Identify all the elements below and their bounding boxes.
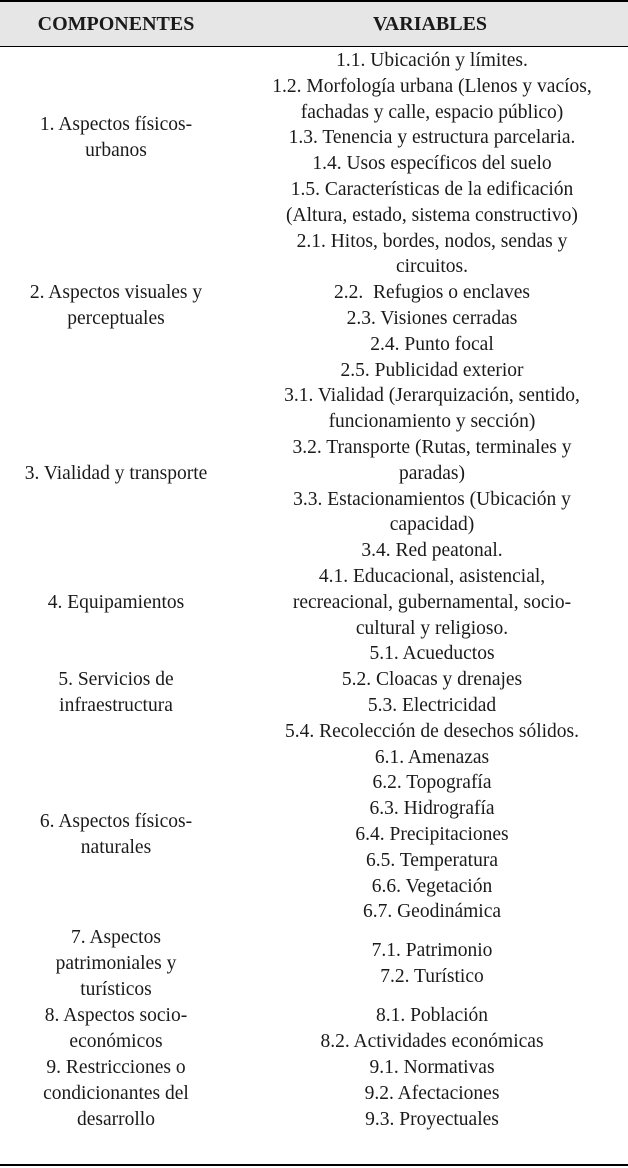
variable-item: fachadas y calle, espacio público)	[300, 101, 564, 123]
component-text: desarrollo	[77, 1109, 155, 1131]
variable-item: 6.3. Hidrografía	[369, 798, 495, 820]
variable-item: 2.5. Publicidad exterior	[340, 359, 524, 381]
variables-cell	[232, 564, 628, 641]
variable-item: 3.1. Vialidad (Jerarquización, sentido,	[284, 385, 580, 407]
component-text: infraestructura	[59, 694, 173, 716]
table-row	[0, 641, 628, 744]
component-text: económicos	[69, 1031, 163, 1053]
variable-item: 8.1. Población	[375, 1005, 489, 1027]
variable-item: 3.4. Red peatonal.	[361, 540, 503, 562]
component-text: 2. Aspectos visuales y	[29, 281, 203, 303]
variables-cell	[232, 1003, 628, 1055]
component-text: naturales	[80, 836, 152, 858]
variable-item: 7.1. Patrimonio	[371, 940, 493, 962]
variable-item: 7.2. Turístico	[380, 966, 484, 988]
variable-item: 1.3. Tenencia y estructura parcelaria.	[288, 127, 576, 149]
variables-cell	[232, 48, 628, 229]
variable-item: 2.2. Refugios o enclaves	[333, 282, 531, 304]
variable-item: 1.5. Características de la edificación	[290, 178, 574, 200]
variable-item: funcionamiento y sección)	[328, 411, 536, 433]
table-row	[0, 229, 628, 384]
variable-item: 2.1. Hitos, bordes, nodos, sendas y	[296, 230, 568, 252]
variable-item: 6.5. Temperatura	[365, 849, 498, 871]
variables-cell	[232, 383, 628, 564]
table-row	[0, 1003, 628, 1055]
table-row	[0, 925, 628, 1003]
component-text: 3. Vialidad y transporte	[24, 462, 208, 484]
variable-item: 3.3. Estacionamientos (Ubicación y	[293, 488, 571, 510]
component-text: urbanos	[85, 140, 147, 162]
variable-item: (Altura, estado, sistema constructivo)	[286, 204, 578, 226]
variable-item: 5.3. Electricidad	[367, 694, 497, 716]
variables-cell	[232, 641, 628, 744]
table-row	[0, 564, 628, 641]
component-cell	[0, 1003, 232, 1055]
variables-cell	[232, 1055, 628, 1132]
component-cell	[0, 112, 232, 164]
component-text: 8. Aspectos socio-	[44, 1005, 188, 1027]
table-header	[0, 2, 628, 46]
table-row	[0, 383, 628, 564]
component-cell	[0, 280, 232, 332]
component-cell	[0, 1055, 232, 1133]
variable-item: 9.1. Normativas	[369, 1057, 495, 1079]
variable-item: capacidad)	[389, 514, 475, 536]
variable-item: 4.1. Educacional, asistencial,	[318, 565, 546, 587]
component-cell	[0, 925, 232, 1003]
variable-item: 2.4. Punto focal	[370, 333, 494, 355]
variable-item: circuitos.	[395, 256, 469, 278]
variable-item: 6.4. Precipitaciones	[355, 823, 509, 845]
component-cell	[0, 809, 232, 861]
variable-item: paradas)	[398, 462, 466, 484]
variable-item: 5.2. Cloacas y drenajes	[341, 669, 523, 691]
component-cell	[0, 461, 232, 487]
variables-cell	[232, 938, 628, 990]
variable-item: 9.2. Afectaciones	[364, 1083, 500, 1105]
component-cell	[0, 667, 232, 719]
header-variables: VARIABLES	[372, 13, 488, 35]
table-row	[0, 745, 628, 926]
header-rule	[0, 46, 628, 47]
table-row	[0, 1055, 628, 1133]
component-text: 7. Aspectos	[71, 927, 161, 949]
component-text: 5. Servicios de	[58, 668, 174, 690]
table-body	[0, 48, 628, 1133]
variable-item: 1.2. Morfología urbana (Llenos y vacíos,	[272, 75, 592, 97]
variable-item: 9.3. Proyectuales	[365, 1108, 499, 1130]
header-components: COMPONENTES	[37, 13, 195, 35]
variables-cell	[232, 745, 628, 926]
variable-item: 8.2. Actividades económicas	[320, 1031, 544, 1053]
variable-item: recreacional, gubernamental, socio-	[292, 591, 572, 613]
variable-item: 5.4. Recolección de desechos sólidos.	[284, 720, 580, 742]
component-text: 1. Aspectos físicos-	[39, 114, 193, 136]
table-row	[0, 48, 628, 229]
component-text: condicionantes del	[43, 1083, 189, 1105]
variable-item: 1.4. Usos específicos del suelo	[312, 153, 552, 175]
variable-item: cultural y religioso.	[355, 617, 509, 639]
variable-item: 6.6. Vegetación	[371, 875, 493, 897]
bottom-rule	[0, 1164, 628, 1166]
variable-item: 5.1. Acueductos	[369, 643, 495, 665]
component-text: patrimoniales y	[55, 953, 177, 975]
variable-item: 6.1. Amenazas	[374, 746, 490, 768]
component-text: 6. Aspectos físicos-	[39, 810, 193, 832]
variable-item: 1.1. Ubicación y límites.	[336, 50, 528, 71]
variable-item: 6.7. Geodinámica	[362, 901, 502, 923]
variables-cell	[232, 229, 628, 384]
component-text: 9. Restricciones o	[46, 1057, 186, 1079]
component-text: turísticos	[80, 979, 152, 1001]
variable-item: 6.2. Topografía	[372, 772, 492, 794]
component-text: perceptuales	[67, 307, 165, 329]
variable-item: 2.3. Visiones cerradas	[346, 307, 518, 329]
component-cell	[0, 590, 232, 616]
variable-item: 3.2. Transporte (Rutas, terminales y	[292, 436, 572, 458]
component-text: 4. Equipamientos	[47, 591, 185, 613]
